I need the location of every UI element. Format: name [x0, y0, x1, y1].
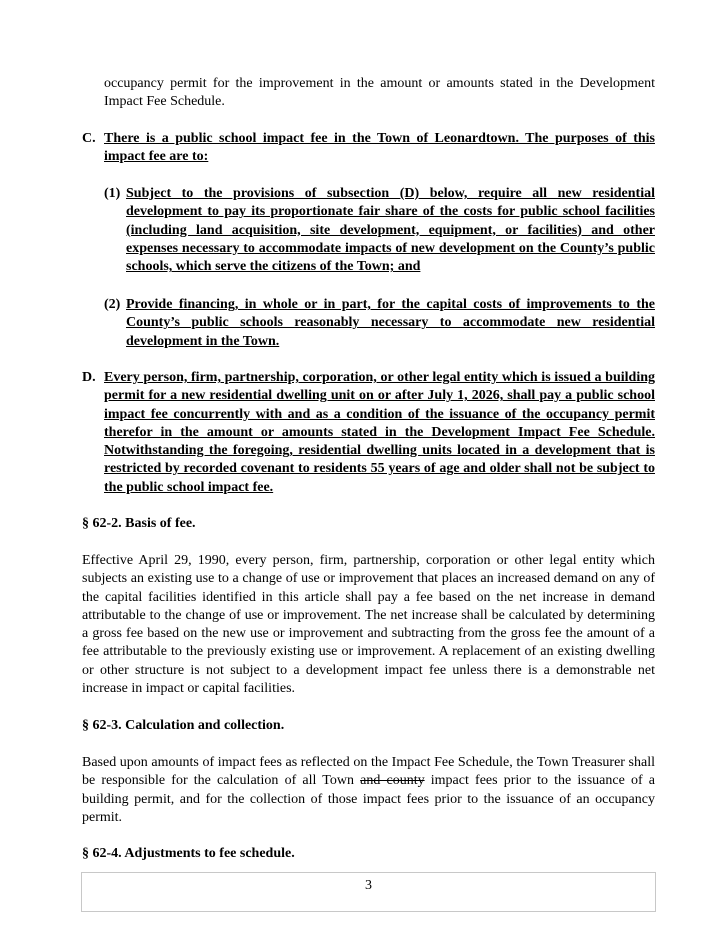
section-c-item-1-text: Subject to the provisions of subsection (D) below, require all new residential development to pay its proportionate fair share of the costs for public school facilities (including land acquisition, site development, equipment, or facilities) and other expenses necessary to accommodate impacts of new development on the County’s public schools, which serve the citizens of the Town; and [126, 186, 655, 275]
section-62-3-body-end: impact fees prior to the issuance of a building permit, and for the collection of those impact fees prior to the issuance of an occupancy permit. [82, 773, 655, 825]
section-c-label: C. [82, 131, 96, 146]
section-d-text: Every person, firm, partnership, corporation, or other legal entity which is issued a building permit for a new residential dwelling unit on or after July 1, 2026, shall pay a public school impact fee concurrently with and as a condition of the issuance of the occupancy permit therefor in the amount or amounts stated in the Development Impact Fee Schedule. Notwithstanding the foregoing, residential dwelling units located in a development that is restricted by recorded covenant to residents 55 years of age and older shall not be subject to the public school impact fee. [104, 370, 655, 495]
section-d-paragraph [82, 369, 655, 497]
section-62-4-heading: § 62-4. Adjustments to fee schedule. [82, 846, 295, 861]
section-c-item-2-text: Provide financing, in whole or in part, for the capital costs of improvements to the County’s public schools reasonably necessary to accommodate new residential development in the Town. [126, 297, 655, 349]
section-62-3-body-start: Based upon amounts of impact fees as reflected on the Impact Fee Schedule, the Town Treasurer shall be responsible for the calculation of all Town [82, 755, 655, 789]
section-62-3-heading: § 62-3. Calculation and collection. [82, 718, 285, 733]
section-c-item-2 [104, 296, 655, 351]
section-d-label: D. [82, 370, 96, 385]
section-c-text: There is a public school impact fee in the Town of Leonardtown. The purposes of this impact fee are to: [104, 131, 655, 165]
section-c-item-1 [104, 185, 655, 276]
section-62-3-body [82, 754, 655, 827]
section-c-item-1-label: (1) [104, 186, 121, 201]
page-number: 3 [365, 878, 372, 893]
continuation-paragraph: occupancy permit for the improvement in the amount or amounts stated in the Development Impact Fee Schedule. [104, 76, 655, 110]
struck-text: and county [360, 773, 425, 789]
section-62-2-body: Effective April 29, 1990, every person, firm, partnership, corporation or other legal entity which subjects an existing use to a change of use or improvement that places an increased demand on any of the capital facilities identified in this article shall pay a fee based on the net increase in demand attributable to the change of use or improvement. The net increase shall be calculated by determining a gross fee based on the new use or improvement and subtracting from the gross fee the amount of a fee attributable to the previously existing use or improvement. A replacement of an existing dwelling or other structure is not subject to a development impact fee unless there is a demonstrable net increase in impact or capital facilities. [82, 553, 655, 697]
section-62-2-heading: § 62-2. Basis of fee. [82, 516, 196, 531]
footer [81, 872, 656, 912]
section-c-paragraph [82, 130, 655, 167]
section-c-item-2-label: (2) [104, 297, 121, 312]
